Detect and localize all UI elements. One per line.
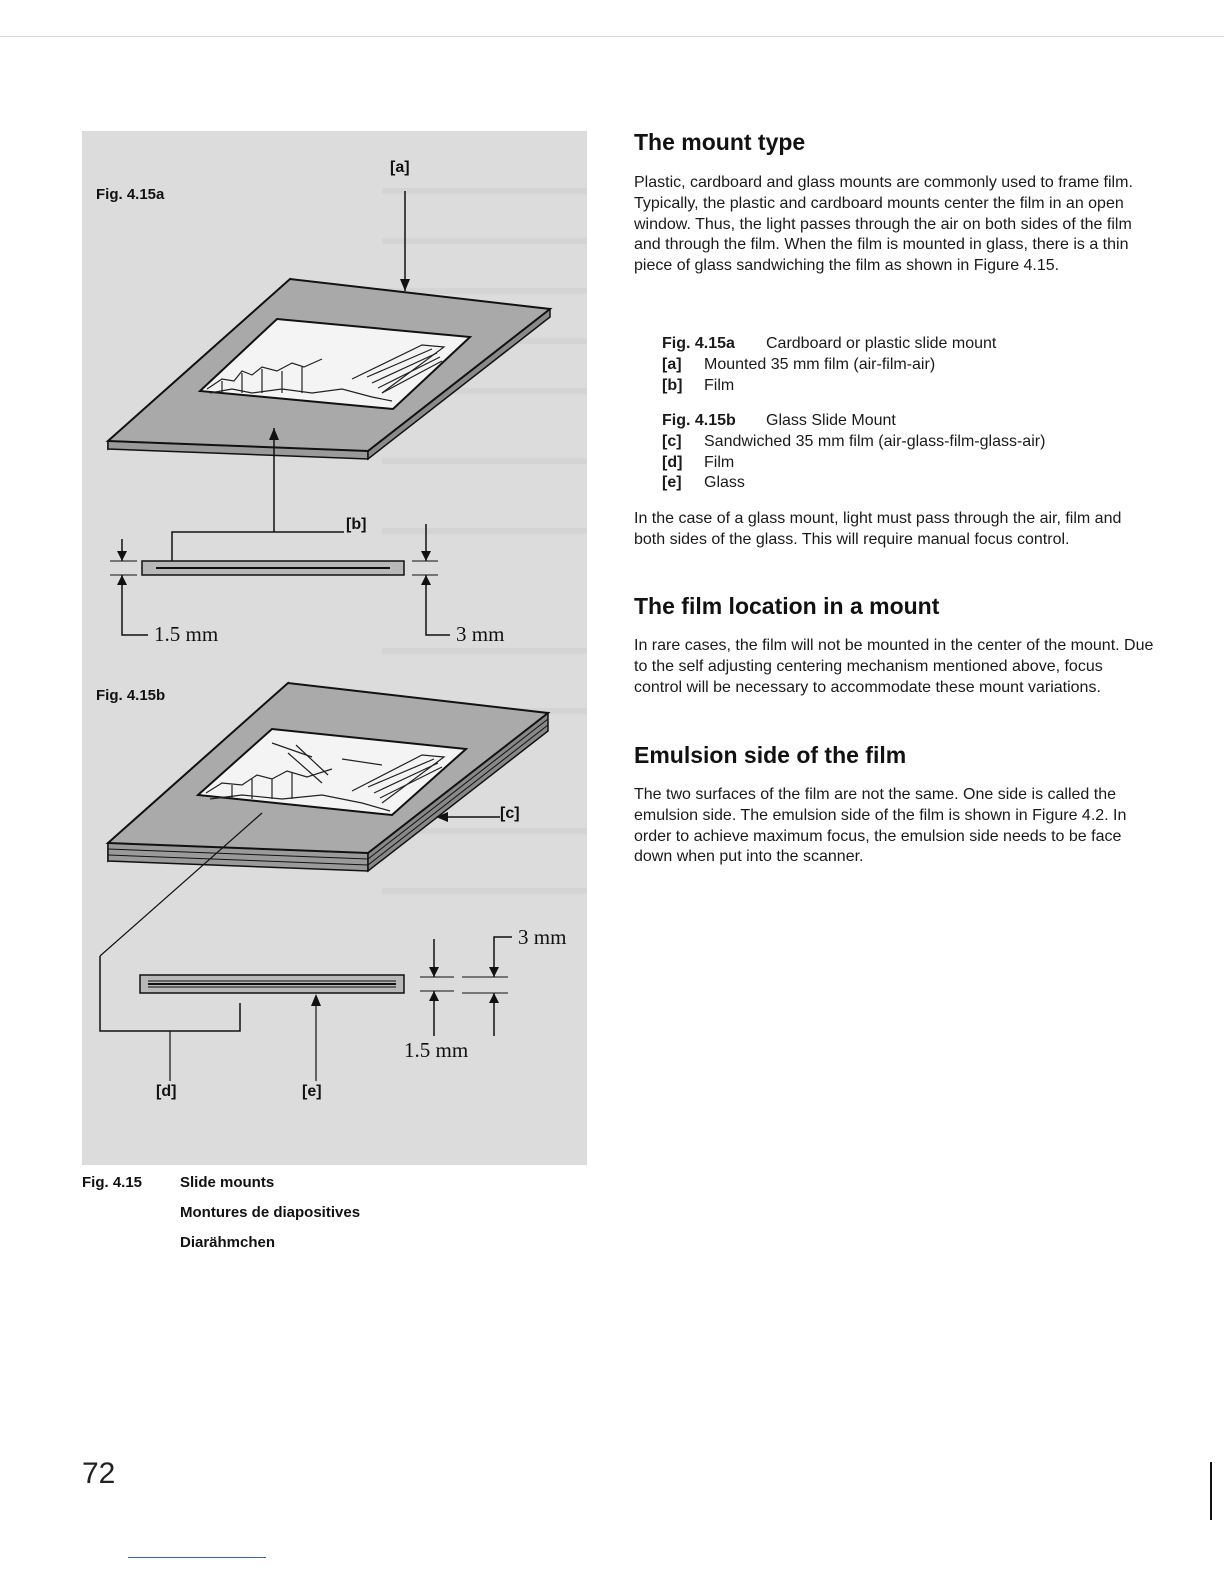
dimension-3mm-b: 3 mm — [518, 925, 567, 949]
section-film-location — [634, 593, 1154, 698]
legend-text-a: Mounted 35 mm film (air-film-air) — [704, 355, 936, 373]
glass-mount-drawing — [100, 683, 548, 1081]
legend-text-c: Sandwiched 35 mm film (air-glass-film-glass-air) — [704, 432, 1046, 450]
callout-a: [a] — [390, 159, 410, 176]
legend-text-d: Film — [704, 453, 735, 471]
caption-english: Slide mounts — [180, 1174, 275, 1191]
paragraph-mount-type: Plastic, cardboard and glass mounts are commonly used to frame film. Typically, the plastic and cardboard mounts center the film in an open window. Thus, the light passes through the air on both sides of the film and through the film. When the film is mounted in glass, there is a thin piece of glass sandwiching the film as shown in Figure 4.15. — [634, 174, 1133, 275]
dimension-3mm-a: 3 mm — [456, 622, 505, 646]
legend-key-a: [a] — [662, 355, 682, 373]
heading-mount-type: The mount type — [634, 129, 806, 155]
legend-key-e: [e] — [662, 474, 682, 492]
section-mount-type — [634, 129, 1154, 277]
caption-german: Diarähmchen — [180, 1234, 276, 1251]
paragraph-film-location: In rare cases, the film will not be mounted in the center of the mount. Due to the self adjusting centering mechanism mentioned above, focus control will be necessary to accommodate these mount variations. — [634, 637, 1154, 696]
callout-d: [d] — [156, 1083, 177, 1100]
heading-film-location: The film location in a mount — [634, 593, 940, 619]
bottom-rule — [128, 1557, 266, 1558]
figure-drawing — [82, 131, 587, 1165]
legend-b-fig: Fig. 4.15b — [662, 412, 736, 429]
legend-a-fig: Fig. 4.15a — [662, 335, 735, 352]
paragraph-emulsion: The two surfaces of the film are not the same. One side is called the emulsion side. The emulsion side of the film is shown in Figure 4.2. In order to achieve maximum focus, the emulsion side needs to be face down when put into the scanner. — [634, 786, 1127, 866]
legend-key-d: [d] — [662, 453, 683, 471]
callout-e: [e] — [302, 1083, 322, 1100]
callout-b: [b] — [346, 516, 367, 533]
caption-number: Fig. 4.15 — [82, 1174, 143, 1191]
top-rule — [0, 36, 1224, 37]
legend-a-title: Cardboard or plastic slide mount — [766, 335, 997, 352]
page-number: 72 — [82, 1457, 116, 1490]
section-emulsion — [634, 742, 1154, 868]
legend-text-e: Glass — [704, 474, 745, 492]
callout-c: [c] — [500, 805, 520, 822]
cardboard-mount-drawing — [108, 191, 550, 635]
heading-emulsion: Emulsion side of the film — [634, 742, 907, 768]
legend-fig-4-15b — [662, 411, 1045, 494]
paragraph-glass-note: In the case of a glass mount, light must pass through the air, film and both sides of the glass. This will require manual focus control. — [634, 510, 1122, 548]
legend-b-title: Glass Slide Mount — [766, 412, 896, 429]
dimension-1-5mm-a: 1.5 mm — [154, 622, 219, 646]
legend-key-b: [b] — [662, 376, 683, 394]
figure-label-a: Fig. 4.15a — [96, 186, 165, 203]
legend-text-b: Film — [704, 376, 735, 394]
legend-key-c: [c] — [662, 432, 682, 450]
caption-french: Montures de diapositives — [180, 1204, 361, 1221]
figure-label-b: Fig. 4.15b — [96, 687, 166, 704]
page-edge-mark — [1210, 1462, 1212, 1520]
section-glass-note — [634, 509, 1154, 551]
legend-fig-4-15a — [662, 334, 996, 396]
dimension-1-5mm-b: 1.5 mm — [404, 1038, 469, 1062]
figure-slide-mounts — [82, 131, 587, 1165]
